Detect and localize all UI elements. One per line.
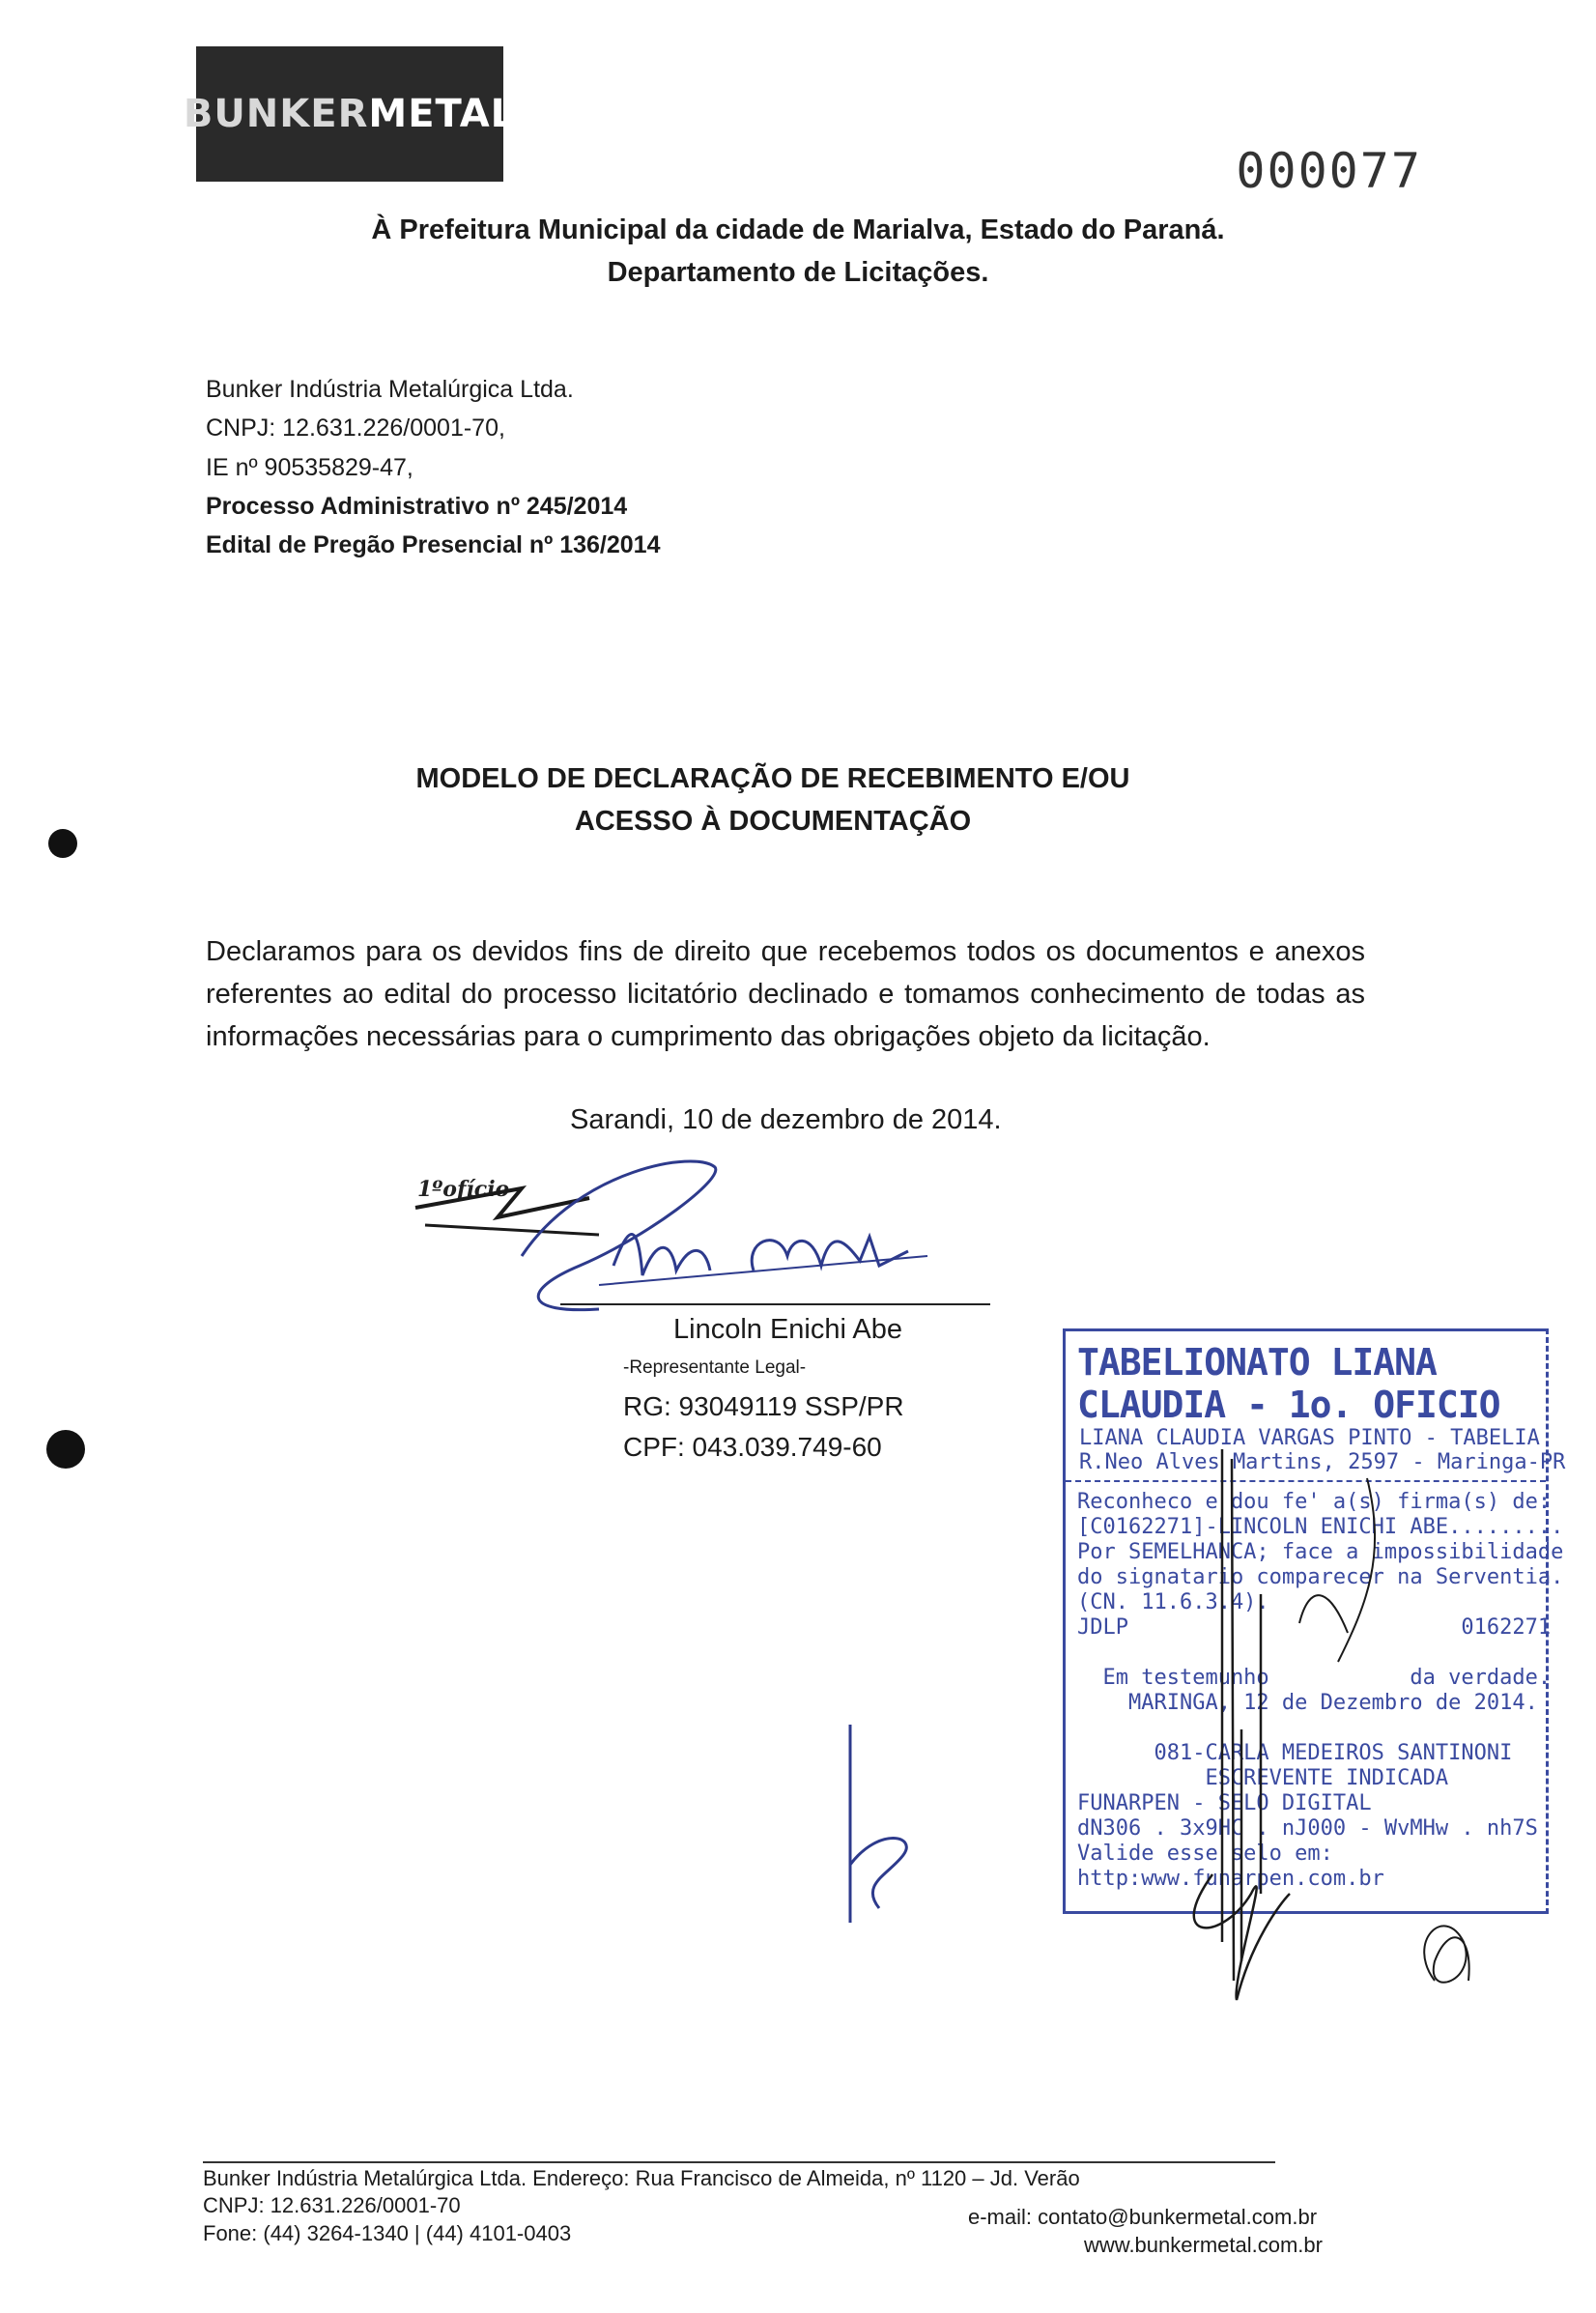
department-line: Departamento de Licitações.: [607, 257, 989, 288]
declaration-paragraph: Declaramos para os devidos fins de direito que recebemos todos os documentos e anexos referentes ao edital do processo licitatório declinado e tomamos conhecimento de todas as informações necessárias para o cumprimento das obrigações objeto da licitação.: [206, 936, 1365, 1052]
stamp-body: Reconheco e dou fe' a(s) firma(s) de: [C0162271]-LINCOLN ENICHI ABE......... Por SEMELHANCA; face a impossibilidade do signatario comparecer na Serventia. (CN. 11.6.3.4). JDLP 0162271 Em testemunho da verdade. MARINGA, 12 de Dezembro de 2014. 081-CARLA MEDEIROS SANTINONI ESCREVENTE INDICADA FUNARPEN - SELO DIGITAL dN306 . 3x9HC . nJ000 - WvMHw . nh7S Valide esse selo em: http:www.funarpen.com.br: [1077, 1490, 1564, 1891]
document-title-line1: MODELO DE DECLARAÇÃO DE RECEBIMENTO E/OU: [415, 763, 1130, 794]
logo-text: [184, 92, 516, 136]
sender-company: Bunker Indústria Metalúrgica Ltda.: [206, 376, 574, 403]
signatory-name: Lincoln Enichi Abe: [673, 1314, 902, 1345]
stamp-notary-name: LIANA CLAUDIA VARGAS PINTO - TABELIA: [1079, 1426, 1540, 1450]
sender-processo: Processo Administrativo nº 245/2014: [206, 493, 628, 520]
sender-ie: IE nº 90535829-47,: [206, 454, 413, 481]
stamp-address: R.Neo Alves Martins, 2597 - Maringa-PR: [1079, 1450, 1566, 1474]
signatory-role: -Representante Legal-: [623, 1357, 807, 1378]
signature-line: [560, 1303, 990, 1305]
stamp-title: TABELIONATO LIANA CLAUDIA - 1o. OFICIO: [1077, 1341, 1500, 1426]
document-title-line2: ACESSO À DOCUMENTAÇÃO: [574, 806, 972, 837]
footer-cnpj: CNPJ: 12.631.226/0001-70: [203, 2193, 461, 2217]
footer-address: Bunker Indústria Metalúrgica Ltda. Endereço: Rua Francisco de Almeida, nº 1120 – Jd. Verão: [203, 2166, 1080, 2190]
footer-email: e-mail: contato@bunkermetal.com.br: [968, 2205, 1318, 2229]
signatory-rg: RG: 93049119 SSP/PR: [623, 1391, 904, 1421]
sender-cnpj: CNPJ: 12.631.226/0001-70,: [206, 414, 505, 442]
binder-hole-bottom: [46, 1430, 85, 1469]
footer-website: www.bunkermetal.com.br: [1084, 2233, 1323, 2257]
company-logo: [183, 46, 517, 182]
handwritten-signature: [406, 1150, 1024, 1324]
page-number: 000077: [1236, 143, 1422, 199]
place-date: Sarandi, 10 de dezembro de 2014.: [570, 1104, 1002, 1135]
footer-rule: [203, 2161, 1275, 2163]
logo-text-left: BUNKER: [183, 92, 369, 136]
notary-signature: [1145, 1440, 1531, 2019]
signatory-cpf: CPF: 043.039.749-60: [623, 1432, 882, 1462]
initials-mark: [821, 1720, 927, 1932]
sender-edital: Edital de Pregão Presencial nº 136/2014: [206, 531, 661, 558]
footer-phone: Fone: (44) 3264-1340 | (44) 4101-0403: [203, 2221, 572, 2245]
oficio-stamp-text: 1ºofício: [417, 1177, 510, 1202]
logo-text-right: METAL: [368, 92, 517, 136]
recipient-line: À Prefeitura Municipal da cidade de Marialva, Estado do Paraná.: [371, 214, 1225, 245]
